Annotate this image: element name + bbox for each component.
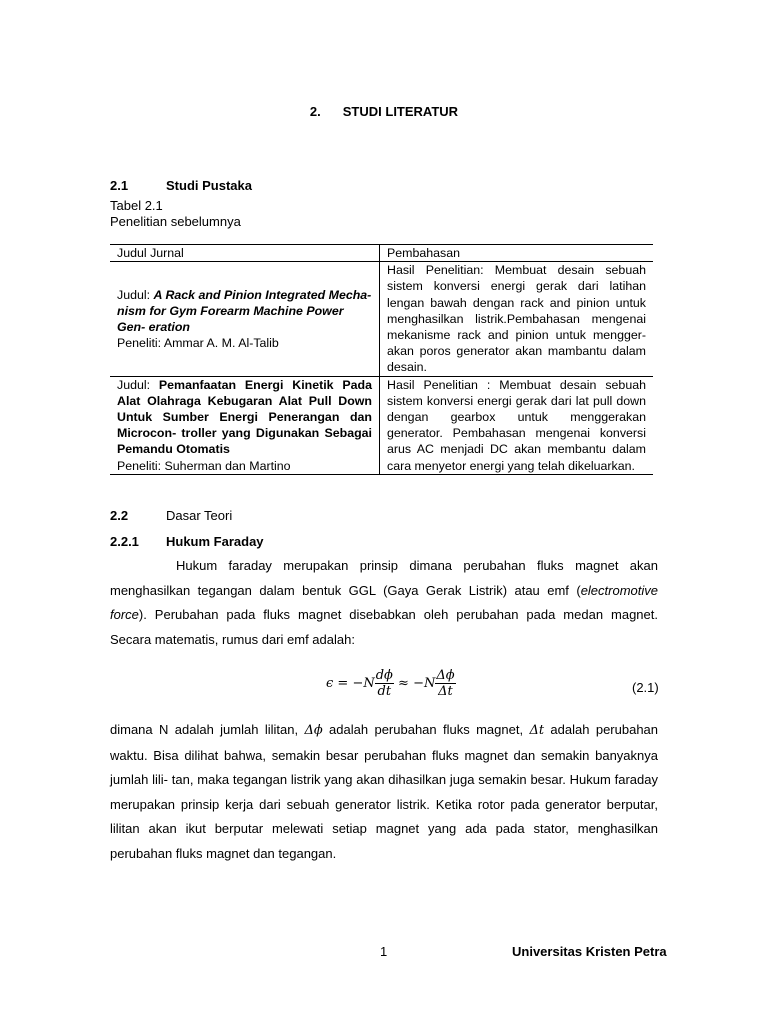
table-row — [110, 262, 653, 376]
judul-title: A Rack and Pinion Integrated Mecha- nism for Gym Forearm Machine Power Gen- eration — [117, 287, 372, 334]
section-number: 2.2 — [110, 508, 129, 523]
chapter-title: STUDI LITERATUR — [342, 104, 459, 119]
math-symbol: Δϕ — [304, 723, 323, 738]
table-header-row — [110, 245, 653, 262]
section-number: 2.1 — [110, 178, 129, 193]
section-title: Studi Pustaka — [166, 178, 252, 193]
equation-lhs: ϵ = −N — [326, 676, 375, 691]
fraction-denominator: dt — [377, 684, 392, 699]
paragraph-faraday-explanation — [110, 718, 658, 867]
math-symbol: Δt — [529, 723, 545, 738]
paragraph-text: dimana N adalah jumlah lilitan, — [110, 722, 305, 737]
table-title: Penelitian sebelumnya — [110, 214, 241, 229]
pembahasan-cell: Hasil Penelitian : Membuat desain sebuah sistem konversi energi gerak dari lat pull down dengan gearbox untuk menggerakan generator. Pembahasan mengenai konversi arus AC menjadi DC akan membantu dalam cara menyetor energi yang telah dikeluarkan. — [380, 376, 654, 474]
peneliti: Peneliti: Ammar A. M. Al-Talib — [117, 336, 279, 351]
paragraph-text: adalah perubahan fluks magnet, — [322, 722, 530, 737]
judul-title: Pemanfaatan Energi Kinetik Pada Alat Olahraga Kebugaran Alat Pull Down Untuk Sumber Energi Penerangan dan Microcon- troller yang Digunakan Sebagai Pemandu Otomatis — [117, 377, 373, 457]
chapter-number: 2. — [309, 104, 321, 119]
table-label: Tabel 2.1 — [110, 198, 163, 213]
equation-2-1 — [0, 668, 768, 708]
fraction-dphi-dt — [375, 668, 394, 699]
table-caption — [110, 198, 241, 230]
paragraph-text: Hukum faraday merupakan prinsip dimana perubahan fluks magnet akan menghasilkan tegangan dalam bentuk GGL (Gaya Gerak Listrik) atau emf ( — [110, 558, 658, 598]
chapter-heading — [0, 104, 768, 119]
subsection-number: 2.2.1 — [110, 534, 139, 549]
fraction-denominator: Δt — [438, 684, 453, 699]
judul-cell — [110, 376, 380, 474]
paragraph-italic: electromotive force — [110, 582, 658, 623]
equation-body — [326, 668, 456, 699]
equation-approx: ≈ −N — [393, 676, 436, 691]
subsection-title: Hukum Faraday — [166, 534, 264, 549]
fraction-delta — [435, 668, 455, 699]
section-2-2-1-heading — [110, 534, 264, 549]
section-2-1-heading — [110, 178, 252, 193]
paragraph-faraday-intro — [110, 554, 658, 652]
fraction-numerator: dϕ — [375, 668, 393, 683]
fraction-numerator: Δϕ — [436, 668, 455, 683]
table-row — [110, 376, 653, 474]
section-title: Dasar Teori — [166, 508, 233, 523]
institution-name: Universitas Kristen Petra — [512, 944, 667, 959]
peneliti: Peneliti: Suherman dan Martino — [117, 458, 291, 473]
judul-prefix: Judul: — [117, 287, 154, 302]
paragraph-text: adalah perubahan waktu. Bisa dilihat bahwa, semakin besar perubahan fluks magnet dan semakin banyaknya jumlah lili- tan, maka tegangan listrik yang akan dihasilkan juga semakin besar. Hukum faraday merupakan prinsip kerja dari sebuah generator listrik. Ketika rotor pada generator berputar, lilitan akan ikut berputar melewati setiap magnet yang ada pada stator, menghasilkan perubahan fluks magnet dan tegangan. — [110, 722, 659, 861]
equation-number: (2.1) — [632, 680, 659, 695]
page-number: 1 — [380, 944, 388, 959]
section-2-2-heading — [110, 508, 232, 523]
header-judul-jurnal: Judul Jurnal — [110, 245, 380, 262]
literature-table — [110, 244, 653, 475]
judul-cell — [110, 262, 380, 376]
pembahasan-cell: Hasil Penelitian: Membuat desain sebuah sistem konversi energi gerak dari latihan lengan bawah dengan rack and pinion untuk menghasilkan listrik.Pembahasan mengenai mekanisme rack and pinion untuk mengger- akan poros generator akan mambantu dalam desain. — [387, 263, 646, 375]
header-pembahasan: Pembahasan — [380, 245, 654, 262]
judul-prefix: Judul: — [117, 377, 159, 392]
paragraph-text: ). Perubahan pada fluks magnet disebabkan oleh perubahan pada medan magnet. Secara matematis, rumus dari emf adalah: — [110, 607, 658, 647]
